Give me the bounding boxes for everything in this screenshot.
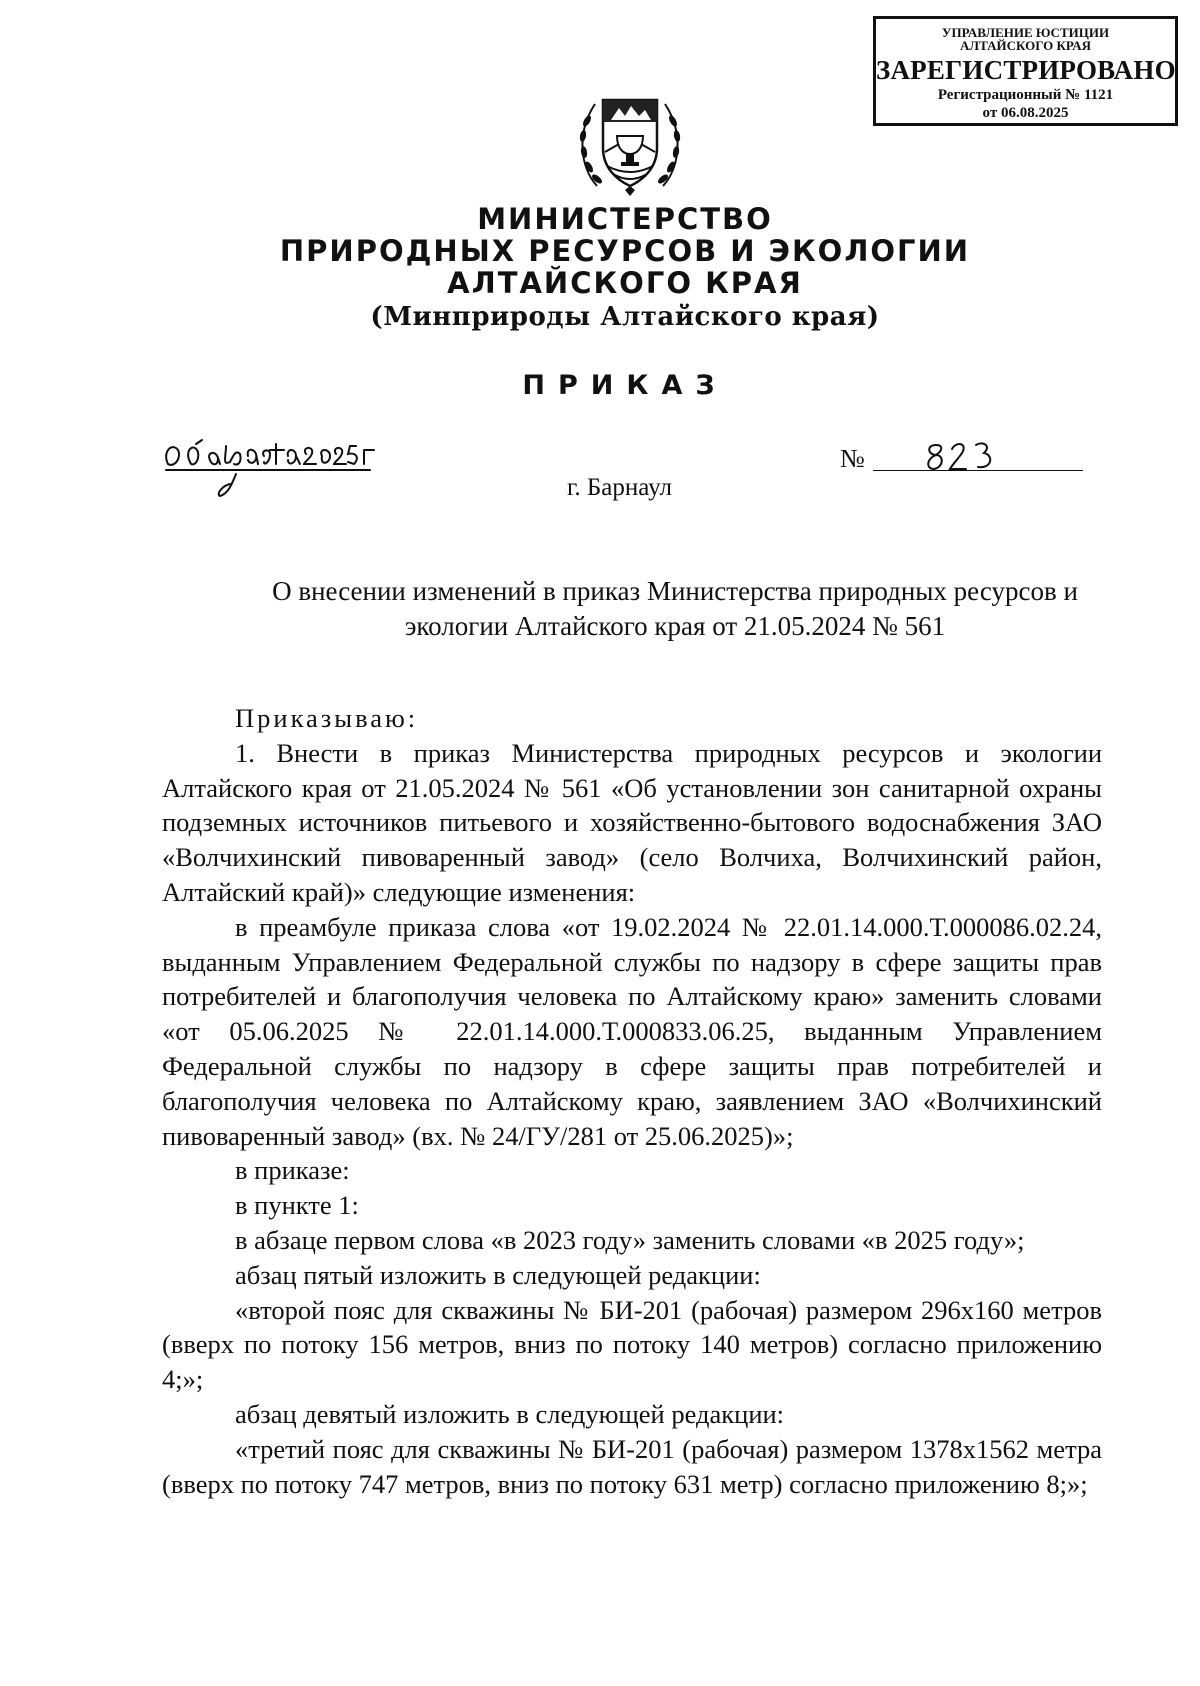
paragraph-in-order: в приказе: <box>235 1155 350 1186</box>
stamp-reg-number: Регистрационный № 1121 <box>937 87 1114 103</box>
paragraph-third-zone: «третий пояс для скважины № БИ-201 (рабочая) размером 1378х1562 метра (вверх по потоку 747 метров, вниз по потоку 631 метр) согласно приложению 8;»; <box>162 1433 1102 1499</box>
registration-stamp <box>873 16 1178 126</box>
stamp-reg-date: от 06.08.2025 <box>982 105 1069 121</box>
document-body <box>162 701 1102 1501</box>
stamp-org-line1: УПРАВЛЕНИЕ ЮСТИЦИИ <box>941 25 1110 40</box>
paragraph-point-1: в пункте 1: <box>235 1190 359 1221</box>
ministry-header <box>0 203 1200 333</box>
order-intro: Приказываю: <box>235 703 419 733</box>
stamp-status: ЗАРЕГИСТРИРОВАНО <box>876 55 1176 85</box>
coat-of-arms-emblem <box>575 86 685 198</box>
stamp-org-line2: АЛТАЙСКОГО КРАЯ <box>960 38 1091 53</box>
ministry-line3: АЛТАЙСКОГО КРАЯ <box>447 266 803 300</box>
ministry-line1: МИНИСТЕРСТВО <box>477 202 773 236</box>
paragraph-first-abzac: в абзаце первом слова «в 2023 году» заменить словами «в 2025 году»; <box>235 1224 1025 1255</box>
paragraph-1: 1. Внести в приказ Министерства природных ресурсов и экологии Алтайского края от 21.05.2024 № 561 «Об установлении зон санитарной охраны подземных источников питьевого и хозяйственно-бытового водоснабжения ЗАО «Волчихинский пивоваренный завод» (село Волчиха, Волчихинский район, Алтайский край)» следующие изменения: <box>162 737 1102 907</box>
number-sign: № <box>840 444 865 473</box>
document-type-title: ПРИКАЗ <box>522 370 728 401</box>
document-subject <box>200 574 1150 644</box>
handwritten-date <box>160 436 460 506</box>
paragraph-ninth-abzac: абзац девятый изложить в следующей редакции: <box>235 1398 785 1429</box>
subject-line1: О внесении изменений в приказ Министерства природных ресурсов и <box>272 576 1078 606</box>
paragraph-preamble: в преамбуле приказа слова «от 19.02.2024 № 22.01.14.000.Т.000086.02.24, выданным Управлением Федеральной службы по надзору в сфере защиты прав потребителей и благополучия человека по Алтайскому краю» заменить словами «от 05.06.2025 № 22.01.14.000.Т.000833.06.25, выданным Управлением Федеральной службы по надзору в сфере защиты прав потребителей и благополучия человека по Алтайскому краю, заявлением ЗАО «Волчихинский пивоваренный завод» (вх. № 24/ГУ/281 от 25.06.2025)»; <box>162 911 1102 1151</box>
paragraph-fifth-abzac: абзац пятый изложить в следующей редакции: <box>235 1259 761 1290</box>
city: г. Барнаул <box>567 474 672 501</box>
ministry-line2: ПРИРОДНЫХ РЕСУРСОВ И ЭКОЛОГИИ <box>279 234 971 268</box>
ministry-short-name: (Минприроды Алтайского края) <box>370 302 880 332</box>
subject-line2: экологии Алтайского края от 21.05.2024 № 561 <box>404 611 946 641</box>
paragraph-second-zone: «второй пояс для скважины № БИ-201 (рабочая) размером 296х160 метров (вверх по потоку 156 метров, вниз по потоку 140 метров) согласно приложению 4;»; <box>162 1294 1102 1395</box>
handwritten-number <box>922 437 1012 477</box>
